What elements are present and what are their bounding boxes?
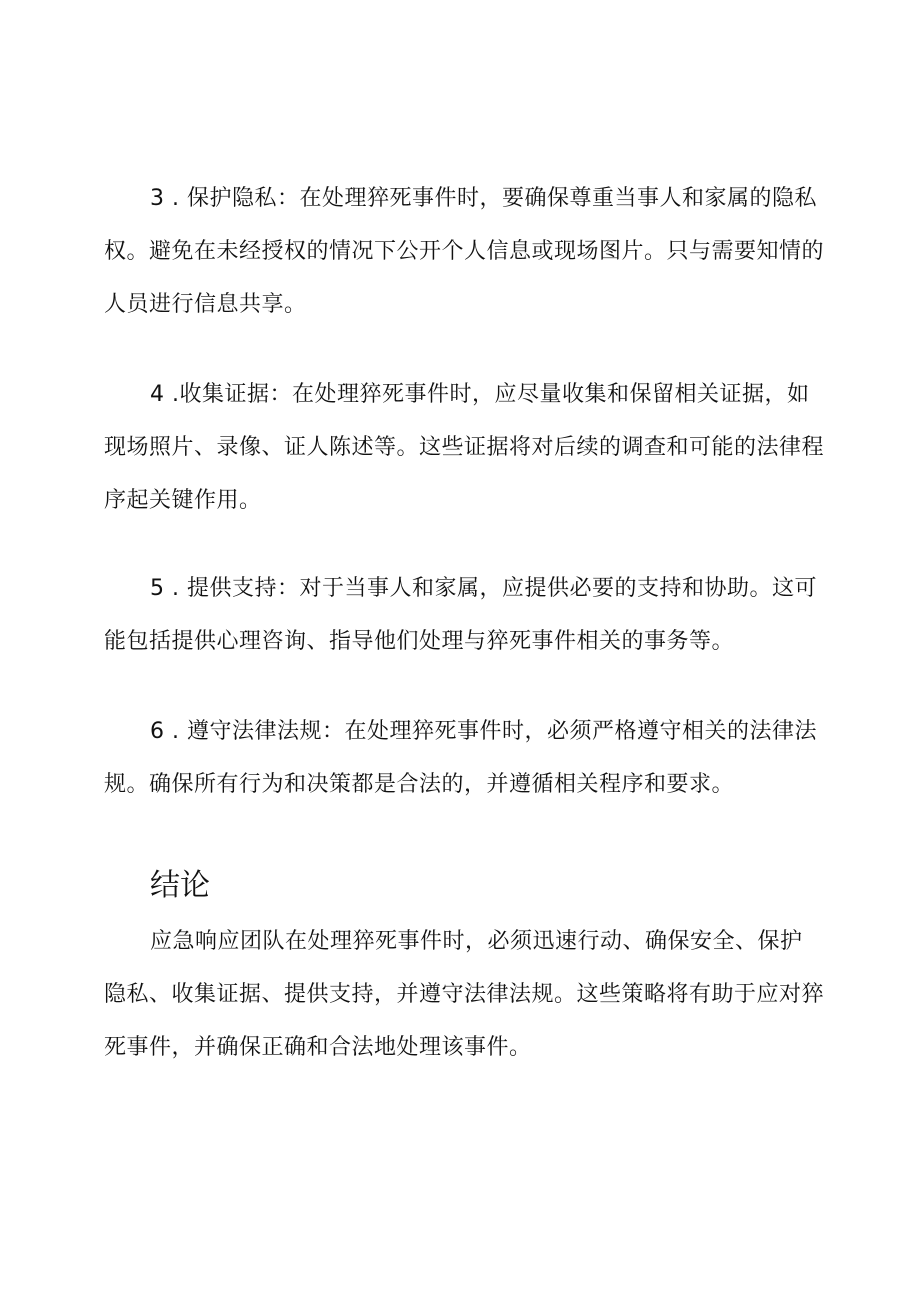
paragraph-collect-evidence (104, 368, 824, 527)
paragraph-text: 4 .收集证据：在处理猝死事件时，应尽量收集和保留相关证据，如现场照片、录像、证人陈述等。这些证据将对后续的调查和可能的法律程序起关键作用。 (104, 382, 825, 513)
paragraph-comply-laws (104, 705, 824, 811)
paragraph-protect-privacy (104, 172, 824, 331)
paragraph-text: 应急响应团队在处理猝死事件时，必须迅速行动、确保安全、保护隐私、收集证据、提供支持，并遵守法律法规。这些策略将有助于应对猝死事件，并确保正确和合法地处理该事件。 (104, 929, 825, 1060)
conclusion-heading: 结论 (150, 868, 210, 903)
paragraph-text: 6 . 遵守法律法规：在处理猝死事件时，必须严格遵守相关的法律法规。确保所有行为和决策都是合法的，并遵循相关程序和要求。 (104, 719, 817, 797)
paragraph-text: 5 . 提供支持：对于当事人和家属，应提供必要的支持和协助。这可能包括提供心理咨询、指导他们处理与猝死事件相关的事务等。 (104, 576, 817, 654)
paragraph-text: 3 . 保护隐私：在处理猝死事件时，要确保尊重当事人和家属的隐私权。避免在未经授权的情况下公开个人信息或现场图片。只与需要知情的人员进行信息共享。 (104, 186, 825, 317)
paragraph-provide-support (104, 562, 824, 668)
conclusion-paragraph (104, 915, 824, 1074)
